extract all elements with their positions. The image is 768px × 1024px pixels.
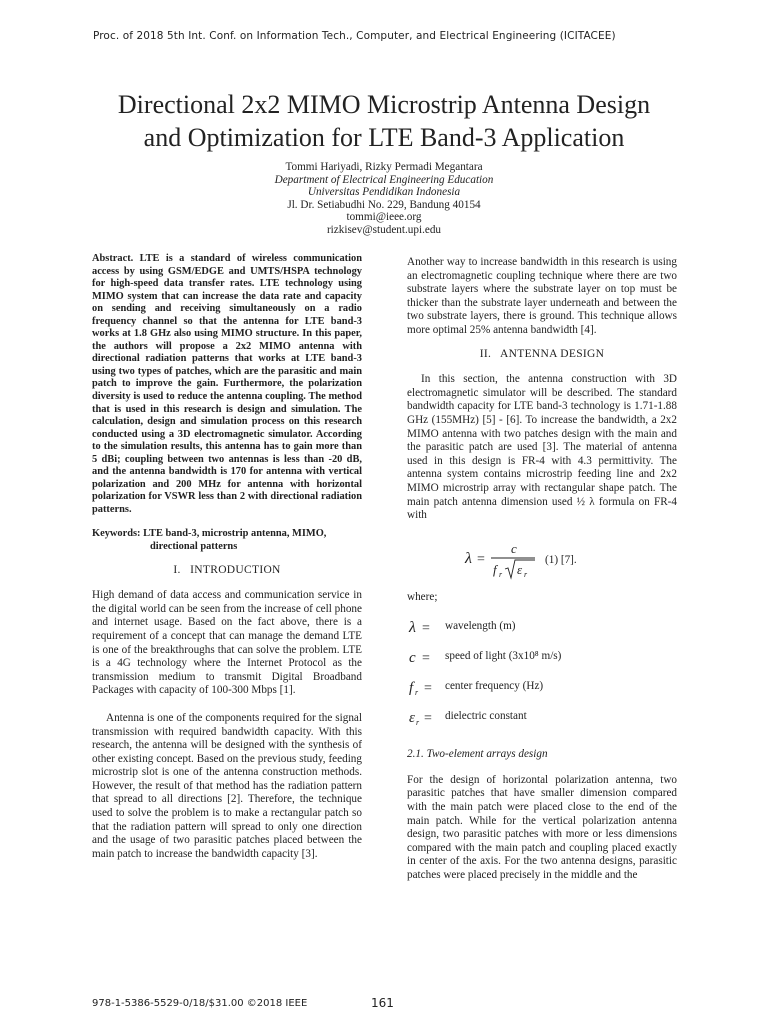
author-email-1: tommi@ieee.org — [346, 211, 422, 224]
c-description: speed of light (3x10⁸ m/s) — [445, 650, 562, 663]
author-address: Jl. Dr. Setiabudhi No. 229, Bandung 40154 — [287, 198, 481, 211]
author-university: Universitas Pendidikan Indonesia — [307, 186, 461, 199]
intro-paragraph-1: High demand of data access and communication service in the digital world can be seen from the increase of cell phone and internet usage. Based on the fact above, there is a requirement of a concept that can manage the demand LTE is one of the breakthroughs that can solve the problem. LTE is a 4G technology where the Internet Protocol as the transmission medium to transmit Digital Broadband Packages with capacity of 100-300 Mbps [1]. — [92, 589, 362, 697]
svg-text:=: = — [424, 681, 432, 697]
proceedings-header: Proc. of 2018 5th Int. Conf. on Information Tech., Computer, and Electrical Engineering (ICITACEE) — [93, 30, 616, 42]
author-department: Department of Electrical Engineering Education — [274, 173, 494, 186]
intro-paragraph-2: Antenna is one of the components required for the signal transmission with required bandwidth capacity. With this research, the antenna will be designed with the synthesis of other existing concept. Based on the previous study, feeding microstrip slot is one of the antenna construction methods. However, the result of that method has the radiation pattern that spread to all directions [2]. Therefore, the technique used to solve the problem is to make a rectangular patch so that the radiation pattern will spread to only one direction and the usage of two parasitic patches placed between the main patch to increase the bandwidth capacity [3]. — [92, 711, 362, 860]
svg-text:=: = — [424, 711, 432, 727]
author-block — [200, 161, 568, 237]
left-column — [92, 253, 362, 861]
section-heading-introduction: I. INTRODUCTION — [173, 563, 281, 576]
variable-fr — [407, 672, 677, 702]
abstract: Abstract. LTE is a standard of wireless communication access by using GSM/EDGE and UMTS/HSPA technology for high-speed data transfer rates. LTE technology using MIMO system that can increase the data rate and capacity on sending and receiving simultaneously on a radio frequency channel so that the antenna for LTE band-3 works at 1.8 GHz also using MIMO structure. In this paper, the authors will propose a 2x2 MIMO antenna with directional radiation patterns that works at LTE band-3 using two types of patches, which are the parasitic and main patch to improve the gain. Furthermore, the polarization diversity is used to reduce the antenna coupling. The method that is used in this research is design and simulation. The calculation, design and simulation process on this research conducted using a 3D electromagnetic simulator. According to the simulation results, this antenna has to gain more than 5 dBi; coupling between two antennas is less than -20 dB, and the antenna bandwidth is 170 for antenna with vertical polarization and 200 MHz for antenna with horizontal polarization for VSWR less than 2 with directional radiation patterns. — [92, 253, 362, 515]
fr-symbol — [407, 672, 443, 700]
bandwidth-paragraph: Another way to increase bandwidth in this research is using an electromagnetic coupling technique where there are two substrate layers where the substrate layer on top must be thicker than the substrate layer underneath and between the two substrate layers, there is ground. This technique allows more optimal 25% antenna bandwidth [4]. — [407, 256, 677, 336]
svg-text:ε: ε — [409, 710, 415, 727]
svg-text:r: r — [415, 688, 419, 698]
lambda-description: wavelength (m) — [445, 620, 516, 633]
subsection-heading-two-element: 2.1. Two-element arrays design — [407, 748, 548, 761]
wavelength-formula — [407, 533, 677, 583]
svg-text:=: = — [422, 621, 430, 637]
svg-text:=: = — [422, 651, 430, 667]
svg-text:r: r — [499, 569, 503, 579]
c-symbol — [407, 642, 443, 670]
fr-description: center frequency (Hz) — [445, 680, 544, 693]
svg-text:r: r — [416, 718, 420, 728]
author-email-2: rizkisev@student.upi.edu — [326, 223, 442, 236]
er-description: dielectric constant — [445, 710, 527, 723]
right-column — [407, 256, 677, 883]
author-names: Tommi Hariyadi, Rizky Permadi Megantara — [285, 161, 483, 173]
variable-c — [407, 642, 677, 672]
footer-isbn: 978-1-5386-5529-0/18/$31.00 ©2018 IEEE — [92, 998, 308, 1009]
svg-text:r: r — [524, 569, 528, 579]
page-number: 161 — [371, 996, 394, 1010]
svg-text:f: f — [493, 561, 497, 577]
svg-text:f: f — [409, 680, 414, 697]
svg-text:λ: λ — [409, 619, 416, 637]
svg-text:ε: ε — [517, 561, 523, 577]
formula-reference: (1) [7]. — [545, 553, 577, 566]
keywords: Keywords: LTE band-3, microstrip antenna, MIMO, directional patterns — [92, 528, 327, 553]
er-symbol — [407, 702, 443, 730]
variable-er — [407, 702, 677, 732]
title-line-1: Directional 2x2 MIMO Microstrip Antenna Design — [117, 90, 651, 119]
title-line-2: and Optimization for LTE Band-3 Application — [143, 123, 625, 152]
svg-text:λ: λ — [465, 549, 472, 567]
paper-title — [40, 88, 728, 154]
antenna-design-paragraph: In this section, the antenna construction with 3D electromagnetic simulator will be described. The standard bandwidth capacity for LTE band-3 technology is 1.71-1.88 GHz (155MHz) [5] - [6]. To increase the bandwidth, a 2x2 MIMO antenna with two patches design with the main and the parasitic patch are used [3]. The material of antenna used in this design is FR-4 with 4.3 permittivity. The antenna system contains microstrip feeding line and 2x2 MIMO microstrip array with rectangular shape patch. The main patch antenna dimension used ½ λ formula on FR-4 with — [407, 373, 677, 522]
svg-text:c: c — [409, 650, 416, 667]
two-element-paragraph: For the design of horizontal polarization antenna, two parasitic patches that have smaller dimension compared with the main patch were placed close to the end of the main patch. While for the vertical polarization antenna design, two parasitic patches with more or less dimensions compared with the main patch and coupling placed exactly in center of the axis. For the two antenna designs, parasitic patches were placed precisely in the middle and the — [407, 773, 677, 882]
svg-text:=: = — [477, 551, 485, 567]
svg-text:c: c — [511, 540, 517, 556]
variable-lambda — [407, 612, 677, 642]
wavelength-equation — [407, 533, 677, 583]
section-heading-antenna-design: II. ANTENNA DESIGN — [479, 347, 605, 360]
lambda-symbol — [407, 612, 443, 640]
where-label: where; — [407, 590, 438, 603]
